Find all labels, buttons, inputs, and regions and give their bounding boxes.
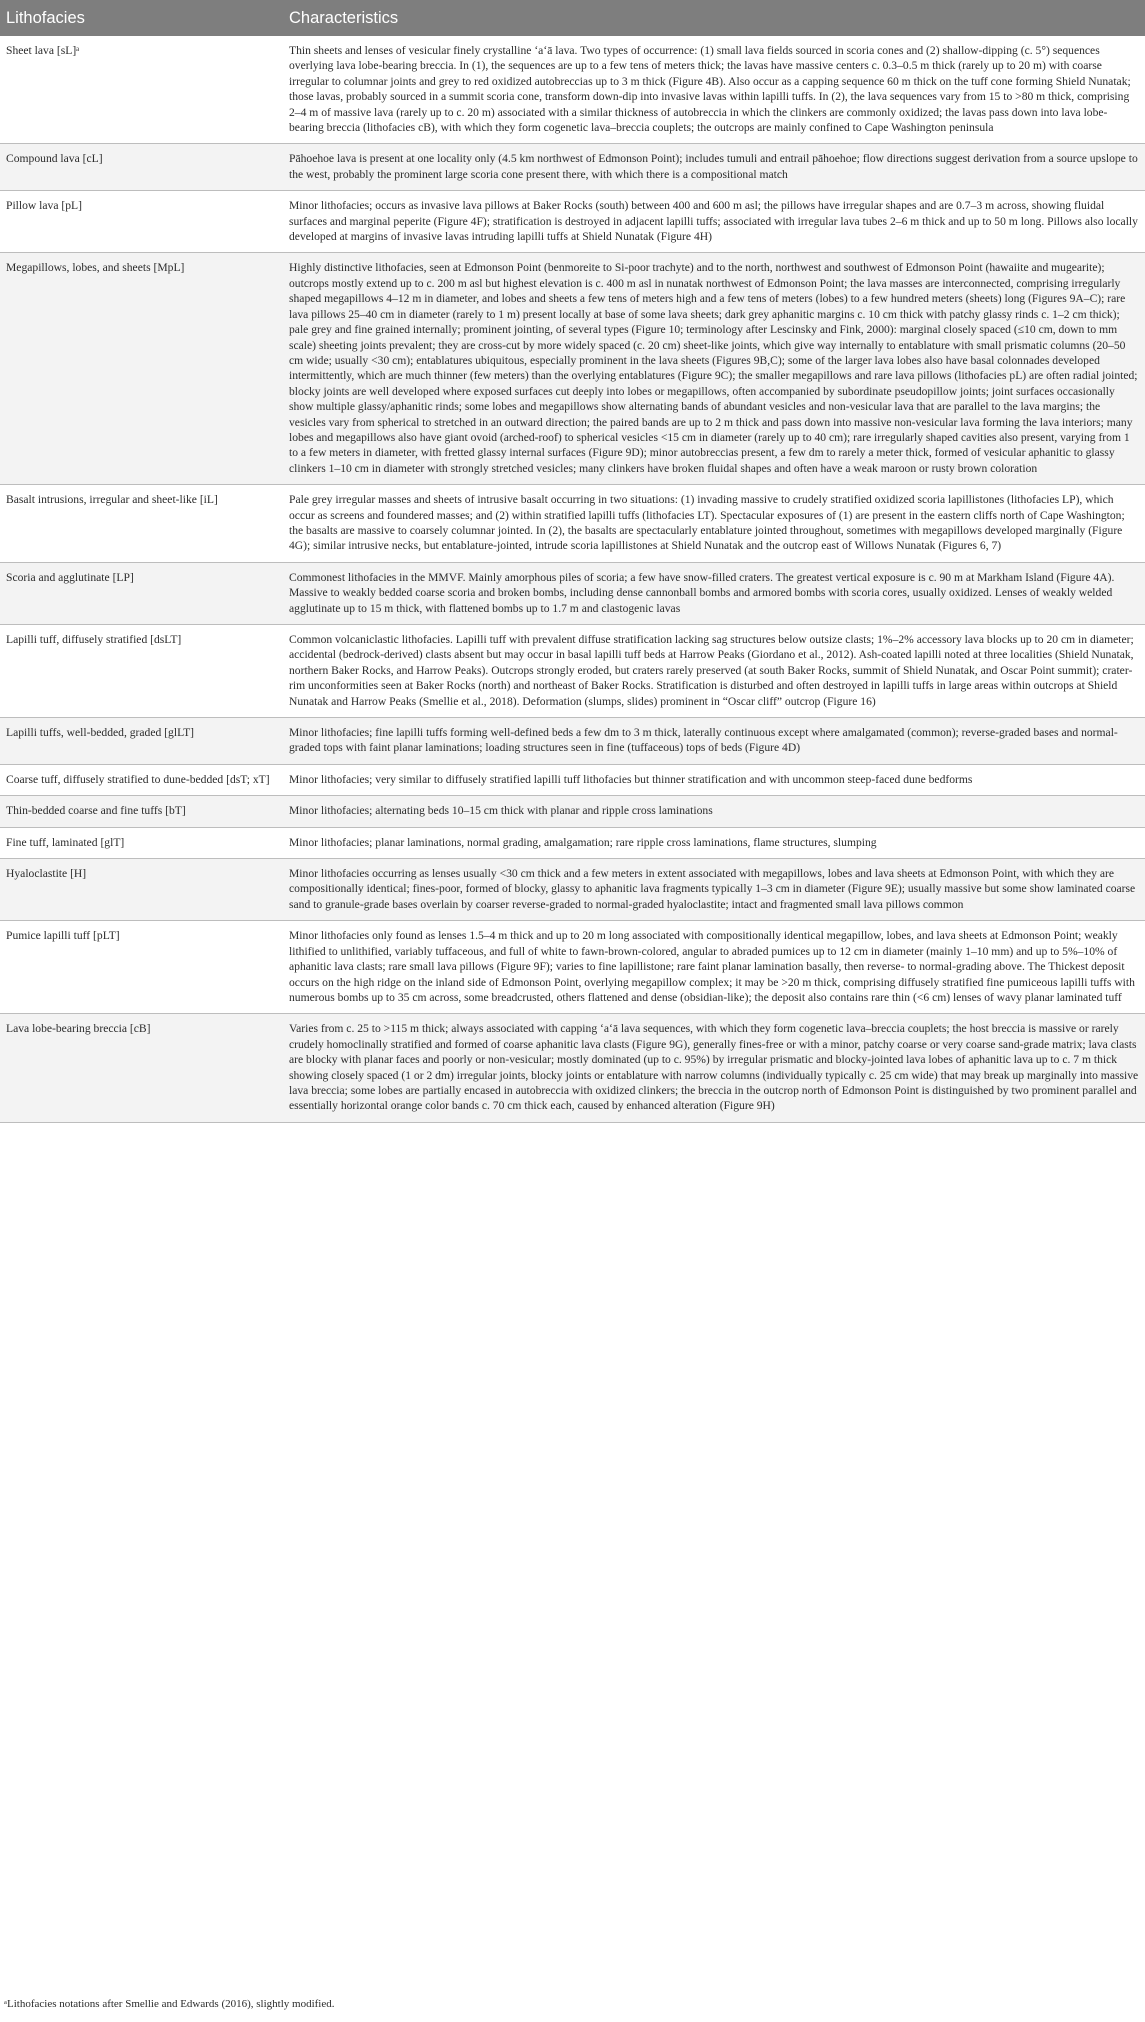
lithofacies-characteristics: Minor lithofacies; occurs as invasive lava pillows at Baker Rocks (south) between 400 and 600 m asl; the pillows have irregular shapes and are 0.7–3 m across, showing fluidal surfaces and marginal peperite (Figure 4F); stratification is destroyed in adjacent lapilli tuffs; associated with irregular lava tubes 2–6 m thick and up to 50 m long. Pillows also locally developed at margins of invasive lavas intruding lapilli tuffs at Shield Nunatak (Figure 4H): [283, 191, 1145, 253]
header-lithofacies: Lithofacies: [0, 0, 283, 36]
lithofacies-name: Hyaloclastite [H]: [0, 859, 283, 921]
lithofacies-characteristics: Common volcaniclastic lithofacies. Lapilli tuff with prevalent diffuse stratification lacking sag structures below outsize clasts; 1%–2% accessory lava blocks up to 20 cm in diameter; accidental (bedrock-derived) clasts absent but may occur in basal lapilli tuff beds at Harrow Peaks (Giordano et al., 2012). Ash-coated lapilli noted at three localities (Shield Nunatak, northern Baker Rocks, and Harrow Peaks). Outcrops strongly eroded, but craters rarely preserved (at south Baker Rocks, summit of Shield Nunatak, and Oscar Point summit); crater-rim unconformities seen at Baker Rocks (north) and northeast of Baker Rocks. Stratification is disturbed and often destroyed in lapilli tuffs in large areas within outcrops at Shield Nunatak and Harrow Peaks (Smellie et al., 2018). Deformation (slumps, slides) prominent in “Oscar cliff” outcrop (Figure 16): [283, 625, 1145, 718]
table-row: [0, 191, 1145, 253]
table-row: [0, 859, 1145, 921]
lithofacies-name: Thin-bedded coarse and fine tuffs [bT]: [0, 796, 283, 827]
table-row: [0, 144, 1145, 191]
lithofacies-name: Pillow lava [pL]: [0, 191, 283, 253]
lithofacies-characteristics: Minor lithofacies; very similar to diffusely stratified lapilli tuff lithofacies but thinner stratification and with uncommon steep-faced dune bedforms: [283, 764, 1145, 795]
table-row: [0, 625, 1145, 718]
table-row: [0, 921, 1145, 1014]
lithofacies-name: Pumice lapilli tuff [pLT]: [0, 921, 283, 1014]
lithofacies-name: Compound lava [cL]: [0, 144, 283, 191]
lithofacies-name: Lapilli tuffs, well-bedded, graded [glLT]: [0, 718, 283, 765]
table-row: [0, 1014, 1145, 1122]
lithofacies-name: Fine tuff, laminated [glT]: [0, 827, 283, 858]
table-row: [0, 485, 1145, 563]
lithofacies-name: Megapillows, lobes, and sheets [MpL]: [0, 253, 283, 485]
lithofacies-characteristics: Pale grey irregular masses and sheets of intrusive basalt occurring in two situations: (1) invading massive to crudely stratified oxidized scoria lapillistones (lithofacies LP), which occur as screens and foundered masses; and (2) within stratified lapilli tuffs (lithofacies LT). Spectacular exposures of (1) are present in the eastern cliffs north of Cape Washington; the basalts are massive to coarsely columnar jointed. In (2), the basalts are spectacularly entablature jointed throughout, sometimes with megapillows developed marginally (Figure 4G); similar intrusive necks, but entablature-jointed, intrude scoria lapillistones at Shield Nunatak and the outcrop east of Willows Nunatak (Figures 6, 7): [283, 485, 1145, 563]
lithofacies-name: Basalt intrusions, irregular and sheet-like [iL]: [0, 485, 283, 563]
table-row: [0, 36, 1145, 144]
lithofacies-characteristics: Commonest lithofacies in the MMVF. Mainly amorphous piles of scoria; a few have snow-filled craters. The greatest vertical exposure is c. 90 m at Markham Island (Figure 4A). Massive to weakly bedded coarse scoria and broken bombs, including dense cannonball bombs and armored bombs with scoria cores, usually oxidized. Lenses of weakly welded agglutinate up to 15 m thick, with flattened bombs up to 1.7 m and clastogenic lavas: [283, 562, 1145, 624]
lithofacies-name: Coarse tuff, diffusely stratified to dune-bedded [dsT; xT]: [0, 764, 283, 795]
lithofacies-name: Lava lobe-bearing breccia [cB]: [0, 1014, 283, 1122]
table-row: [0, 253, 1145, 485]
lithofacies-name: Lapilli tuff, diffusely stratified [dsLT]: [0, 625, 283, 718]
lithofacies-characteristics: Minor lithofacies; fine lapilli tuffs forming well-defined beds a few dm to 3 m thick, laterally continuous except where amalgamated (common); reverse-graded bases and normal-graded tops with faint planar laminations; loading structures seen in fine (tuffaceous) tops of beds (Figure 4D): [283, 718, 1145, 765]
lithofacies-name: Sheet lava [sL]ᵃ: [0, 36, 283, 144]
table-row: [0, 562, 1145, 624]
header-characteristics: Characteristics: [283, 0, 1145, 36]
table-row: [0, 827, 1145, 858]
lithofacies-characteristics: Minor lithofacies; planar laminations, normal grading, amalgamation; rare ripple cross laminations, flame structures, slumping: [283, 827, 1145, 858]
lithofacies-characteristics: Highly distinctive lithofacies, seen at Edmonson Point (benmoreite to Si-poor trachyte) and to the north, northwest and southwest of Edmonson Point (hawaiite and mugearite); outcrops mostly extend up to c. 200 m asl but highest elevation is c. 400 m asl in nunatak northwest of Edmonson Point; the lava masses are interconnected, comprising irregularly shaped megapillows 4–12 m in diameter, and lobes and sheets a few tens of meters high and a few tens of meters (lobes) to a few hundred meters (sheets) long (Figures 9A–C); rare lava pillows 25–40 cm in diameter (rarely to 1 m) present locally at base of some lava sheets; dark grey aphanitic margins c. 10 cm thick with patchy glassy rinds c. 1–2 cm thick); pale grey and fine grained internally; prominent jointing, of several types (Figure 10; terminology after Lescinsky and Fink, 2000): marginal closely spaced (≤10 cm, down to mm scale) sheeting joints prevalent; they are cross-cut by more widely spaced (c. 20 cm) sheet-like joints, which give way internally to entablature with small prismatic columns (20–50 cm wide; usually <30 cm); entablatures ubiquitous, especially prominent in the lava sheets (Figures 9B,C); some of the larger lava lobes also have basal colonnades developed intermittently, which are much thinner (few meters) than the overlying entablatures (Figure 9C); the smaller megapillows and rare lava pillows (lithofacies pL) are often radial jointed; blocky joints are well developed where exposed surfaces cut deeply into lobes or megapillows, often accompanied by subordinate pseudopillow joints; joint surfaces occasionally show multiple glassy/aphanitic rinds; some lobes and megapillows show alternating bands of abundant vesicles and non-vesicular lava that are parallel to the lava margins; the vesicles vary from spherical to stretched in an outward direction; the paired bands are up to 2 m thick and pass down into massive non-vesicular lava forming the lava interiors; many lobes and megapillows also have giant ovoid (arched-roof) to spherical vesicles <15 cm in diameter (rarely up to 40 cm); rare irregularly shaped cavities also present, varying from 1 to a few meters in diameter, with fretted glassy internal surfaces (Figure 9D); minor autobreccias present, a few dm to rarely a meter thick, formed of vesicular aphanitic to glassy clinkers 1–10 cm in diameter with strongly stretched vesicles; many clinkers have broken fluidal shapes and often have a weak maroon or rusty brown coloration: [283, 253, 1145, 485]
table-header-row: [0, 0, 1145, 36]
lithofacies-characteristics: Thin sheets and lenses of vesicular finely crystalline ʻaʻā lava. Two types of occurrence: (1) small lava fields sourced in scoria cones and (2) shallow-dipping (c. 5°) sequences overlying lava lobe-bearing breccia. In (1), the sequences are up to a few tens of meters thick; the lavas have massive centers c. 0.3–0.5 m thick (rarely up to 20 m) with coarse irregular to columnar joints and grey to red oxidized autobreccias up to 3 m thick (Figure 4B). Also occur as a capping sequence 60 m thick on the tuff cone forming Shield Nunatak; those lavas, probably sourced in a summit scoria cone, transform down-dip into invasive lavas within lapilli tuffs. In (2), the lava sequences vary from 15 to >80 m thick, comprising 2–4 m of massive lava (rarely up to c. 20 m) associated with a similar thickness of autobreccia in which the clinkers are commonly oxidized; the lavas pass down into lava lobe-bearing breccia (lithofacies cB), with which they form cogenetic lava–breccia couplets; the outcrops are mainly confined to Cape Washington peninsula: [283, 36, 1145, 144]
lithofacies-characteristics: Pāhoehoe lava is present at one locality only (4.5 km northwest of Edmonson Point); includes tumuli and entrail pāhoehoe; flow directions suggest derivation from a source upslope to the west, probably the prominent large scoria cone present there, with which there is a compositional match: [283, 144, 1145, 191]
lithofacies-name: Scoria and agglutinate [LP]: [0, 562, 283, 624]
table-row: [0, 718, 1145, 765]
lithofacies-characteristics: Varies from c. 25 to >115 m thick; always associated with capping ʻaʻā lava sequences, with which they form cogenetic lava–breccia couplets; the host breccia is massive or rarely crudely homoclinally stratified and formed of coarse aphanitic lava clasts (Figure 9G), generally fines-free or with a minor, patchy coarse or very coarse sand-grade matrix; lava clasts are blocky with planar faces and poorly or non-vesicular; mostly dominated (up to c. 95%) by irregular prismatic and blocky-jointed lava lobes of aphanitic lava up to c. 7 m thick showing closely spaced (1 or 2 dm) irregular joints, blocky joints or entablature with narrow columns (individually typically c. 25 cm wide) that may break up marginally into massive lava breccia; some lobes are partially encased in autobreccia with oxidized clinkers; the breccia in the outcrop north of Edmonson Point is distinguished by two prominent parallel and essentially horizontal orange color bands c. 70 cm thick each, caused by enhanced alteration (Figure 9H): [283, 1014, 1145, 1122]
table-row: [0, 796, 1145, 827]
table-row: [0, 764, 1145, 795]
table-footnote: ᵃLithofacies notations after Smellie and Edwards (2016), slightly modified.: [4, 1998, 335, 2010]
lithofacies-characteristics: Minor lithofacies; alternating beds 10–15 cm thick with planar and ripple cross laminations: [283, 796, 1145, 827]
lithofacies-characteristics: Minor lithofacies occurring as lenses usually <30 cm thick and a few meters in extent associated with megapillows, lobes and lava sheets at Edmonson Point, with which they are compositionally identical; fines-poor, formed of blocky, glassy to aphanitic lava fragments typically 1–3 cm in diameter (Figure 9E); usually massive but some show laminated coarse sand to granule-grade bases overlain by coarser reverse-graded to normal-graded hyaloclastite; intact and fragmented small lava pillows common: [283, 859, 1145, 921]
lithofacies-characteristics: Minor lithofacies only found as lenses 1.5–4 m thick and up to 20 m long associated with compositionally identical megapillow, lobes, and lava sheets at Edmonson Point; weakly lithified to unlithified, variably tuffaceous, and full of white to fawn-brown-colored, angular to abraded pumices up to 12 cm in diameter (mainly 1–10 mm) and up to 5%–10% of aphanitic lava clasts; rare small lava pillows (Figure 9F); varies to fine lapillistone; rare faint planar lamination basally, then reverse- to normal-grading above. The Thickest deposit occurs on the high ridge on the inland side of Edmonson Point, overlying megapillow complex; it may be >20 m thick, comprising diffusely stratified fine pumiceous lapilli tuffs with numerous bombs up to 35 cm across, some breadcrusted, others flattened and dense (obsidian-like); the deposit also contains rare thin (<6 cm) lenses of wavy planar laminated tuff: [283, 921, 1145, 1014]
